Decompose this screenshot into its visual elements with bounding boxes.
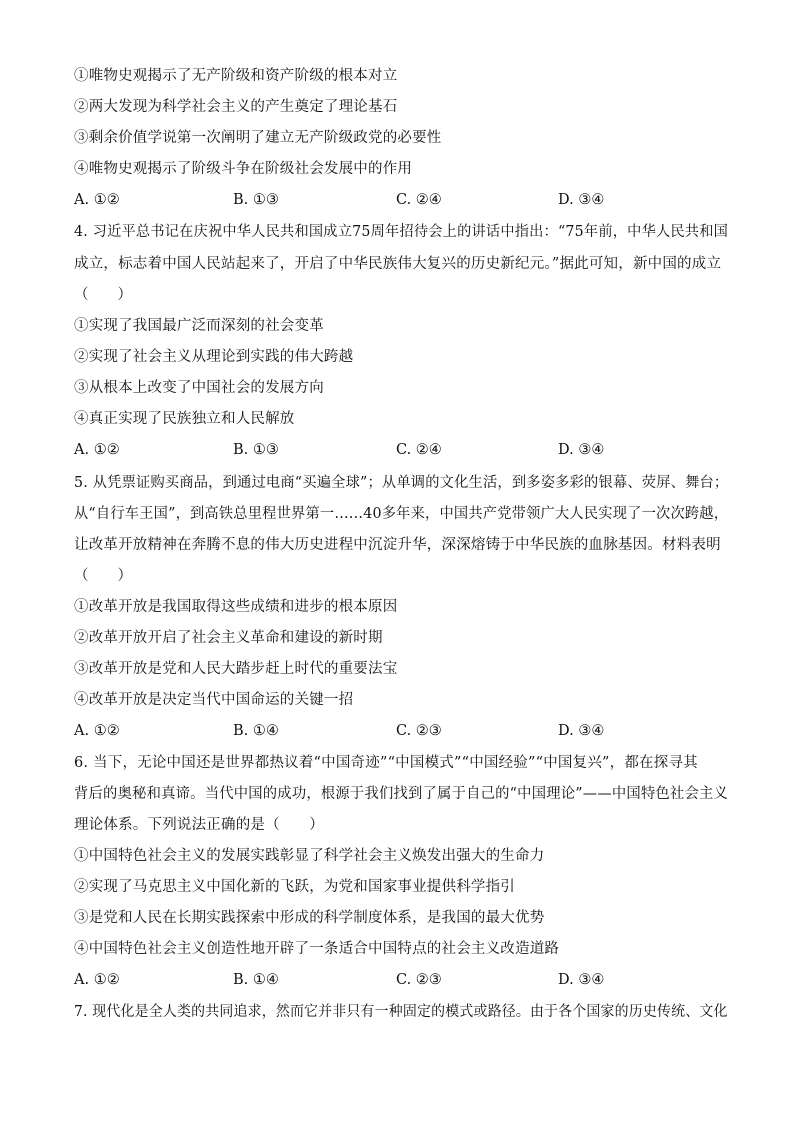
q6-stem-line-3: 理论体系。下列说法正确的是（ ） bbox=[74, 817, 324, 833]
q3-item-1: ①唯物史观揭示了无产阶级和资产阶级的根本对立 bbox=[74, 68, 398, 84]
q5-stem-line-1: 5. 从凭票证购买商品，到通过电商“买遍全球”；从单调的文化生活，到多姿多彩的银幕、荧屏、舞台； bbox=[74, 475, 729, 491]
q5-option-c: C. ②③ bbox=[396, 723, 442, 739]
q6-item-3: ③是党和人民在长期实践探索中形成的科学制度体系，是我国的最大优势 bbox=[74, 910, 545, 926]
q5-option-a: A. ①② bbox=[74, 723, 120, 739]
q5-stem-line-3: 让改革开放精神在奔腾不息的伟大历史进程中沉淀升华，深深熔铸于中华民族的血脉基因。材料表明 bbox=[74, 537, 721, 553]
q4-item-2: ②实现了社会主义从理论到实践的伟大跨越 bbox=[74, 349, 354, 365]
q6-item-1: ①中国特色社会主义的发展实践彰显了科学社会主义焕发出强大的生命力 bbox=[74, 848, 545, 864]
q5-item-1: ①改革开放是我国取得这些成绩和进步的根本原因 bbox=[74, 599, 398, 615]
q4-item-4: ④真正实现了民族独立和人民解放 bbox=[74, 411, 295, 427]
q3-item-2: ②两大发现为科学社会主义的产生奠定了理论基石 bbox=[74, 99, 398, 115]
q4-option-c: C. ②④ bbox=[396, 442, 442, 458]
q5-answer-blank: （ ） bbox=[74, 568, 132, 584]
q3-option-c: C. ②④ bbox=[396, 192, 442, 208]
q6-stem-line-1: 6. 当下，无论中国还是世界都热议着“中国奇迹”“中国模式”“中国经验”“中国复兴”，都在探寻其 bbox=[74, 755, 698, 771]
q4-stem-line-1: 4. 习近平总书记在庆祝中华人民共和国成立75周年招待会上的讲话中指出：“75年前，中华人民共和国 bbox=[74, 224, 729, 240]
q6-option-d: D. ③④ bbox=[558, 972, 605, 988]
q5-item-4: ④改革开放是决定当代中国命运的关键一招 bbox=[74, 692, 354, 708]
q6-stem-line-2: 背后的奥秘和真谛。当代中国的成功，根源于我们找到了属于自己的“中国理论”——中国特色社会主义 bbox=[74, 786, 729, 802]
q3-item-3: ③剩余价值学说第一次阐明了建立无产阶级政党的必要性 bbox=[74, 130, 442, 146]
q4-item-1: ①实现了我国最广泛而深刻的社会变革 bbox=[74, 318, 324, 334]
q3-option-a: A. ①② bbox=[74, 192, 120, 208]
q4-answer-blank: （ ） bbox=[74, 287, 132, 303]
q5-option-d: D. ③④ bbox=[558, 723, 605, 739]
q4-item-3: ③从根本上改变了中国社会的发展方向 bbox=[74, 380, 324, 396]
q5-item-2: ②改革开放开启了社会主义革命和建设的新时期 bbox=[74, 630, 383, 646]
q6-item-2: ②实现了马克思主义中国化新的飞跃，为党和国家事业提供科学指引 bbox=[74, 879, 515, 895]
q3-item-4: ④唯物史观揭示了阶级斗争在阶级社会发展中的作用 bbox=[74, 161, 413, 177]
q3-option-d: D. ③④ bbox=[558, 192, 605, 208]
q6-option-b: B. ①④ bbox=[233, 972, 279, 988]
q5-stem-line-2: 从“自行车王国”，到高铁总里程世界第一……40多年来，中国共产党带领广大人民实现了一次次跨越， bbox=[74, 506, 729, 522]
q4-option-b: B. ①③ bbox=[233, 442, 279, 458]
q6-option-a: A. ①② bbox=[74, 972, 120, 988]
q7-stem-line-1: 7. 现代化是全人类的共同追求，然而它并非只有一种固定的模式或路径。由于各个国家的历史传统、文化 bbox=[74, 1004, 728, 1020]
q5-item-3: ③改革开放是党和人民大踏步赶上时代的重要法宝 bbox=[74, 661, 398, 677]
q4-stem-line-2: 成立，标志着中国人民站起来了，开启了中华民族伟大复兴的历史新纪元。”据此可知，新中国的成立 bbox=[74, 256, 722, 272]
q4-option-a: A. ①② bbox=[74, 442, 120, 458]
q6-option-c: C. ②③ bbox=[396, 972, 442, 988]
q6-item-4: ④中国特色社会主义创造性地开辟了一条适合中国特点的社会主义改造道路 bbox=[74, 941, 560, 957]
q5-option-b: B. ①④ bbox=[233, 723, 279, 739]
q3-option-b: B. ①③ bbox=[233, 192, 279, 208]
q4-option-d: D. ③④ bbox=[558, 442, 605, 458]
